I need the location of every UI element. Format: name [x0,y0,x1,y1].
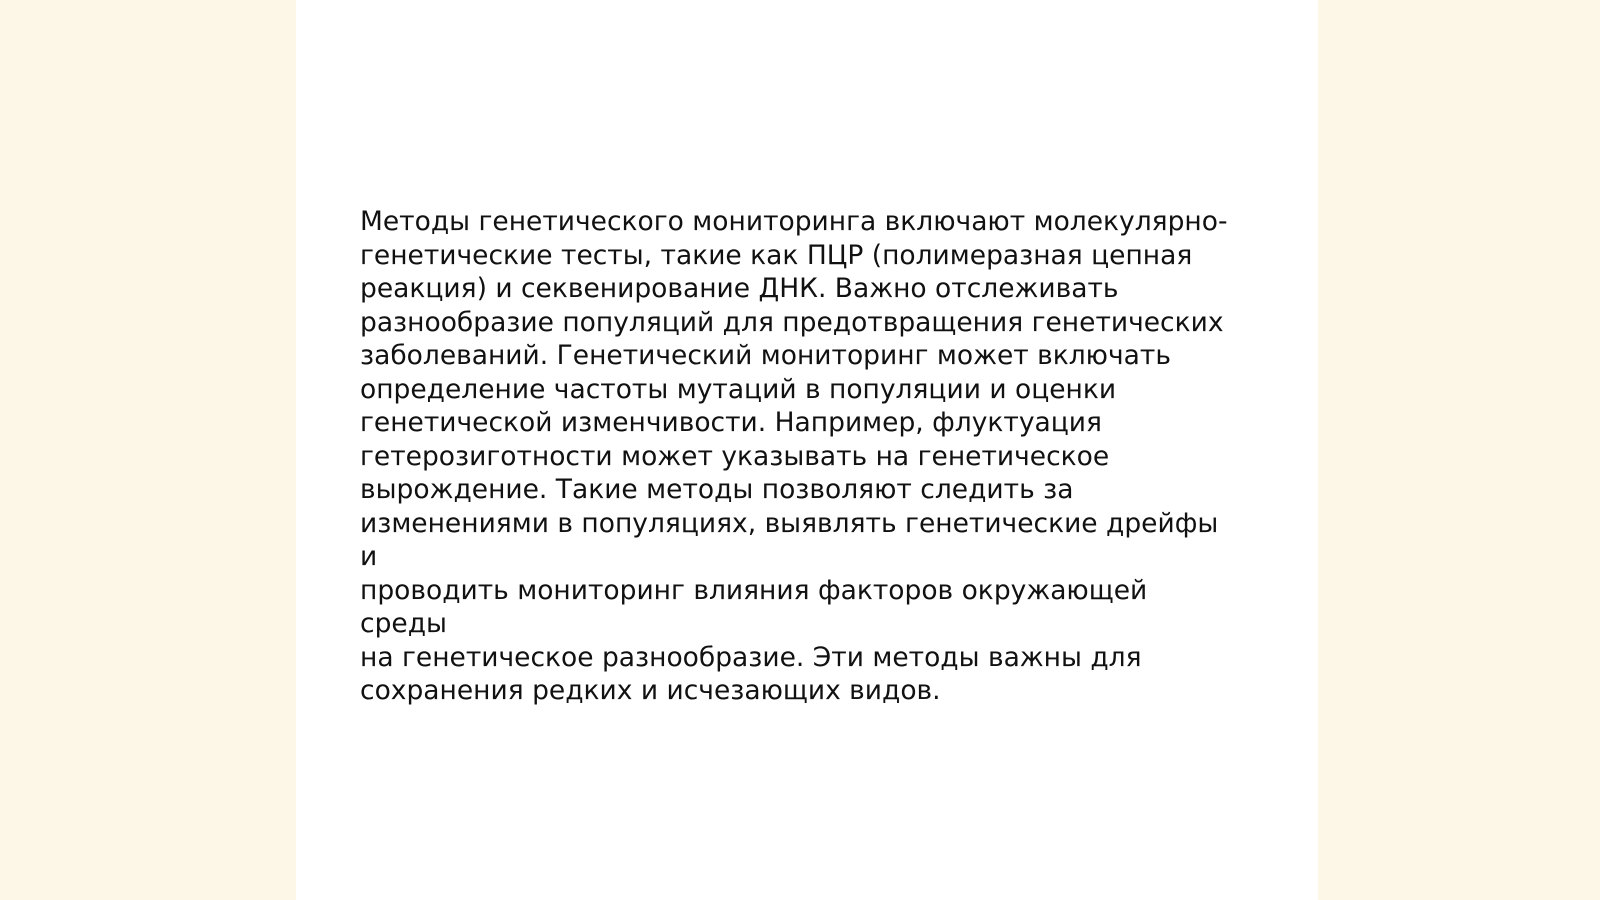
body-paragraph: Методы генетического мониторинга включают молекулярно- генетические тесты, такие как ПЦР (полимеразная цепная реакция) и секвенирование ДНК. Важно отслеживать разнообразие популяций для предотвращения генетических заболеваний. Генетический мониторинг может включать определение частоты мутаций в популяции и оценки генетической изменчивости. Например, флуктуация гетерозиготности может указывать на генетическое вырождение. Такие методы позволяют следить за изменениями в популяциях, выявлять генетические дрейфы и проводить мониторинг влияния факторов окружающей среды на генетическое разнообразие. Эти методы важны для сохранения редких и исчезающих видов. [360,206,1228,706]
document-page [296,0,1318,900]
